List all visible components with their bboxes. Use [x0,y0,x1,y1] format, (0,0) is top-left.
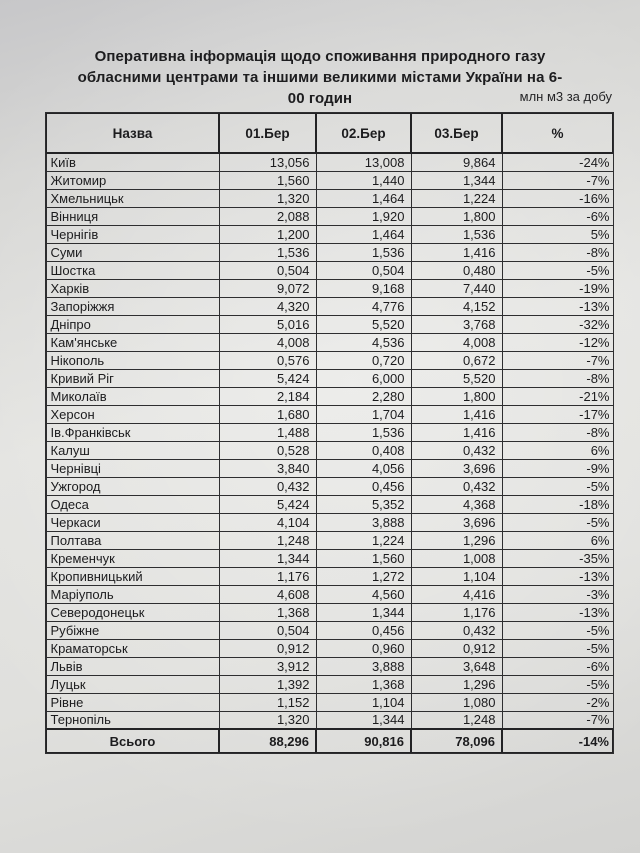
percent-cell: 5% [502,225,613,243]
percent-cell: -13% [502,603,613,621]
value-cell-date-1: 13,056 [219,153,316,171]
value-cell-date-1: 1,392 [219,675,316,693]
city-name-cell: Кременчук [46,549,219,567]
total-value-date-1: 88,296 [219,729,316,753]
value-cell-date-2: 1,272 [316,567,411,585]
total-percent: -14% [502,729,613,753]
value-cell-date-3: 1,104 [411,567,502,585]
table-row [46,333,613,351]
value-cell-date-2: 0,408 [316,441,411,459]
value-cell-date-3: 7,440 [411,279,502,297]
percent-cell: -13% [502,567,613,585]
value-cell-date-2: 5,520 [316,315,411,333]
value-cell-date-3: 3,768 [411,315,502,333]
value-cell-date-2: 0,720 [316,351,411,369]
value-cell-date-1: 1,200 [219,225,316,243]
value-cell-date-3: 1,344 [411,171,502,189]
percent-cell: -12% [502,333,613,351]
percent-cell: -6% [502,657,613,675]
header-date-1: 01.Бер [219,113,316,153]
value-cell-date-2: 0,504 [316,261,411,279]
city-name-cell: Ужгород [46,477,219,495]
city-name-cell: Чернігів [46,225,219,243]
document-title: Оперативна інформація щодо споживання природного газу обласними центрами та іншими великими містами України на 6-00 годин [77,48,563,107]
table-row [46,639,613,657]
value-cell-date-3: 5,520 [411,369,502,387]
percent-cell: -21% [502,387,613,405]
value-cell-date-2: 1,104 [316,693,411,711]
value-cell-date-1: 1,536 [219,243,316,261]
table-row [46,711,613,729]
value-cell-date-1: 0,504 [219,261,316,279]
value-cell-date-3: 1,536 [411,225,502,243]
value-cell-date-1: 1,368 [219,603,316,621]
value-cell-date-1: 1,320 [219,189,316,207]
table-body [46,153,613,729]
percent-cell: -18% [502,495,613,513]
header-percent: % [502,113,613,153]
table-row [46,549,613,567]
value-cell-date-3: 1,296 [411,675,502,693]
table-row [46,207,613,225]
value-cell-date-1: 5,424 [219,369,316,387]
table-row [46,387,613,405]
table-row [46,567,613,585]
percent-cell: -2% [502,693,613,711]
table-row [46,477,613,495]
value-cell-date-3: 4,008 [411,333,502,351]
value-cell-date-3: 1,416 [411,243,502,261]
header-date-2: 02.Бер [316,113,411,153]
value-cell-date-2: 0,960 [316,639,411,657]
value-cell-date-1: 4,608 [219,585,316,603]
percent-cell: -35% [502,549,613,567]
value-cell-date-2: 1,464 [316,225,411,243]
percent-cell: -32% [502,315,613,333]
percent-cell: -16% [502,189,613,207]
percent-cell: -5% [502,261,613,279]
table-row [46,153,613,171]
table-row [46,189,613,207]
value-cell-date-3: 1,416 [411,423,502,441]
total-value-date-2: 90,816 [316,729,411,753]
value-cell-date-2: 0,456 [316,477,411,495]
table-row [46,441,613,459]
value-cell-date-2: 4,536 [316,333,411,351]
value-cell-date-3: 3,696 [411,513,502,531]
table-row [46,369,613,387]
city-name-cell: Северодонецьк [46,603,219,621]
value-cell-date-1: 0,504 [219,621,316,639]
value-cell-date-2: 9,168 [316,279,411,297]
city-name-cell: Дніпро [46,315,219,333]
gas-consumption-table [45,112,614,754]
value-cell-date-1: 1,344 [219,549,316,567]
table-row [46,243,613,261]
city-name-cell: Калуш [46,441,219,459]
value-cell-date-3: 1,008 [411,549,502,567]
value-cell-date-1: 1,560 [219,171,316,189]
table-row [46,621,613,639]
value-cell-date-2: 1,536 [316,243,411,261]
table-row [46,405,613,423]
table-row [46,603,613,621]
value-cell-date-2: 1,344 [316,711,411,729]
table-row [46,513,613,531]
percent-cell: -5% [502,513,613,531]
city-name-cell: Київ [46,153,219,171]
value-cell-date-2: 1,536 [316,423,411,441]
percent-cell: -9% [502,459,613,477]
value-cell-date-3: 1,176 [411,603,502,621]
value-cell-date-2: 6,000 [316,369,411,387]
value-cell-date-3: 1,296 [411,531,502,549]
city-name-cell: Рівне [46,693,219,711]
city-name-cell: Львів [46,657,219,675]
table-row [46,225,613,243]
percent-cell: 6% [502,531,613,549]
city-name-cell: Луцьк [46,675,219,693]
value-cell-date-1: 5,016 [219,315,316,333]
table-row [46,279,613,297]
value-cell-date-2: 1,344 [316,603,411,621]
percent-cell: -8% [502,423,613,441]
value-cell-date-2: 1,440 [316,171,411,189]
city-name-cell: Ів.Франківськ [46,423,219,441]
percent-cell: -5% [502,621,613,639]
city-name-cell: Тернопіль [46,711,219,729]
header-name: Назва [46,113,219,153]
percent-cell: -5% [502,477,613,495]
city-name-cell: Вінниця [46,207,219,225]
value-cell-date-1: 1,152 [219,693,316,711]
value-cell-date-2: 1,368 [316,675,411,693]
value-cell-date-3: 4,152 [411,297,502,315]
value-cell-date-1: 4,320 [219,297,316,315]
value-cell-date-1: 0,528 [219,441,316,459]
percent-cell: -7% [502,711,613,729]
value-cell-date-2: 2,280 [316,387,411,405]
total-row [46,729,613,753]
city-name-cell: Чернівці [46,459,219,477]
percent-cell: -6% [502,207,613,225]
value-cell-date-1: 4,104 [219,513,316,531]
city-name-cell: Шостка [46,261,219,279]
table-row [46,495,613,513]
value-cell-date-2: 5,352 [316,495,411,513]
city-name-cell: Рубіжне [46,621,219,639]
percent-cell: -24% [502,153,613,171]
city-name-cell: Кропивницький [46,567,219,585]
value-cell-date-3: 4,368 [411,495,502,513]
percent-cell: -5% [502,675,613,693]
city-name-cell: Краматорськ [46,639,219,657]
value-cell-date-1: 3,912 [219,657,316,675]
city-name-cell: Харків [46,279,219,297]
percent-cell: -7% [502,351,613,369]
city-name-cell: Нікополь [46,351,219,369]
value-cell-date-2: 4,056 [316,459,411,477]
value-cell-date-3: 1,416 [411,405,502,423]
table-row [46,171,613,189]
value-cell-date-1: 1,488 [219,423,316,441]
percent-cell: -7% [502,171,613,189]
city-name-cell: Миколаїв [46,387,219,405]
table-row [46,297,613,315]
table-row [46,657,613,675]
city-name-cell: Полтава [46,531,219,549]
value-cell-date-2: 13,008 [316,153,411,171]
value-cell-date-3: 0,432 [411,621,502,639]
value-cell-date-3: 0,672 [411,351,502,369]
value-cell-date-1: 0,576 [219,351,316,369]
table-row [46,531,613,549]
value-cell-date-1: 1,248 [219,531,316,549]
value-cell-date-1: 4,008 [219,333,316,351]
percent-cell: -13% [502,297,613,315]
city-name-cell: Одеса [46,495,219,513]
value-cell-date-2: 0,456 [316,621,411,639]
table-row [46,585,613,603]
value-cell-date-3: 9,864 [411,153,502,171]
value-cell-date-3: 0,480 [411,261,502,279]
city-name-cell: Маріуполь [46,585,219,603]
percent-cell: -3% [502,585,613,603]
value-cell-date-1: 1,680 [219,405,316,423]
value-cell-date-2: 1,464 [316,189,411,207]
value-cell-date-3: 1,800 [411,207,502,225]
city-name-cell: Житомир [46,171,219,189]
city-name-cell: Суми [46,243,219,261]
value-cell-date-2: 3,888 [316,513,411,531]
percent-cell: -8% [502,369,613,387]
header-row [46,113,613,153]
city-name-cell: Хмельницьк [46,189,219,207]
percent-cell: -19% [502,279,613,297]
value-cell-date-2: 1,560 [316,549,411,567]
percent-cell: -8% [502,243,613,261]
value-cell-date-2: 1,224 [316,531,411,549]
header-date-3: 03.Бер [411,113,502,153]
value-cell-date-3: 1,224 [411,189,502,207]
table-row [46,675,613,693]
city-name-cell: Черкаси [46,513,219,531]
value-cell-date-1: 5,424 [219,495,316,513]
value-cell-date-1: 1,320 [219,711,316,729]
table-row [46,693,613,711]
percent-cell: 6% [502,441,613,459]
value-cell-date-3: 4,416 [411,585,502,603]
total-value-date-3: 78,096 [411,729,502,753]
table-row [46,315,613,333]
value-cell-date-1: 0,912 [219,639,316,657]
value-cell-date-2: 3,888 [316,657,411,675]
value-cell-date-1: 2,184 [219,387,316,405]
percent-cell: -17% [502,405,613,423]
table-row [46,351,613,369]
unit-note: млн м3 за добу [519,89,612,104]
value-cell-date-2: 4,776 [316,297,411,315]
value-cell-date-1: 9,072 [219,279,316,297]
value-cell-date-1: 0,432 [219,477,316,495]
value-cell-date-3: 0,432 [411,477,502,495]
value-cell-date-3: 0,432 [411,441,502,459]
city-name-cell: Запоріжжя [46,297,219,315]
value-cell-date-3: 0,912 [411,639,502,657]
value-cell-date-2: 1,704 [316,405,411,423]
total-label: Всього [46,729,219,753]
value-cell-date-3: 3,648 [411,657,502,675]
city-name-cell: Кривий Ріг [46,369,219,387]
value-cell-date-2: 4,560 [316,585,411,603]
value-cell-date-3: 1,248 [411,711,502,729]
value-cell-date-3: 1,800 [411,387,502,405]
value-cell-date-1: 1,176 [219,567,316,585]
percent-cell: -5% [502,639,613,657]
value-cell-date-1: 3,840 [219,459,316,477]
table-row [46,459,613,477]
value-cell-date-2: 1,920 [316,207,411,225]
table-row [46,423,613,441]
value-cell-date-1: 2,088 [219,207,316,225]
table-row [46,261,613,279]
value-cell-date-3: 1,080 [411,693,502,711]
value-cell-date-3: 3,696 [411,459,502,477]
city-name-cell: Кам'янське [46,333,219,351]
city-name-cell: Херсон [46,405,219,423]
